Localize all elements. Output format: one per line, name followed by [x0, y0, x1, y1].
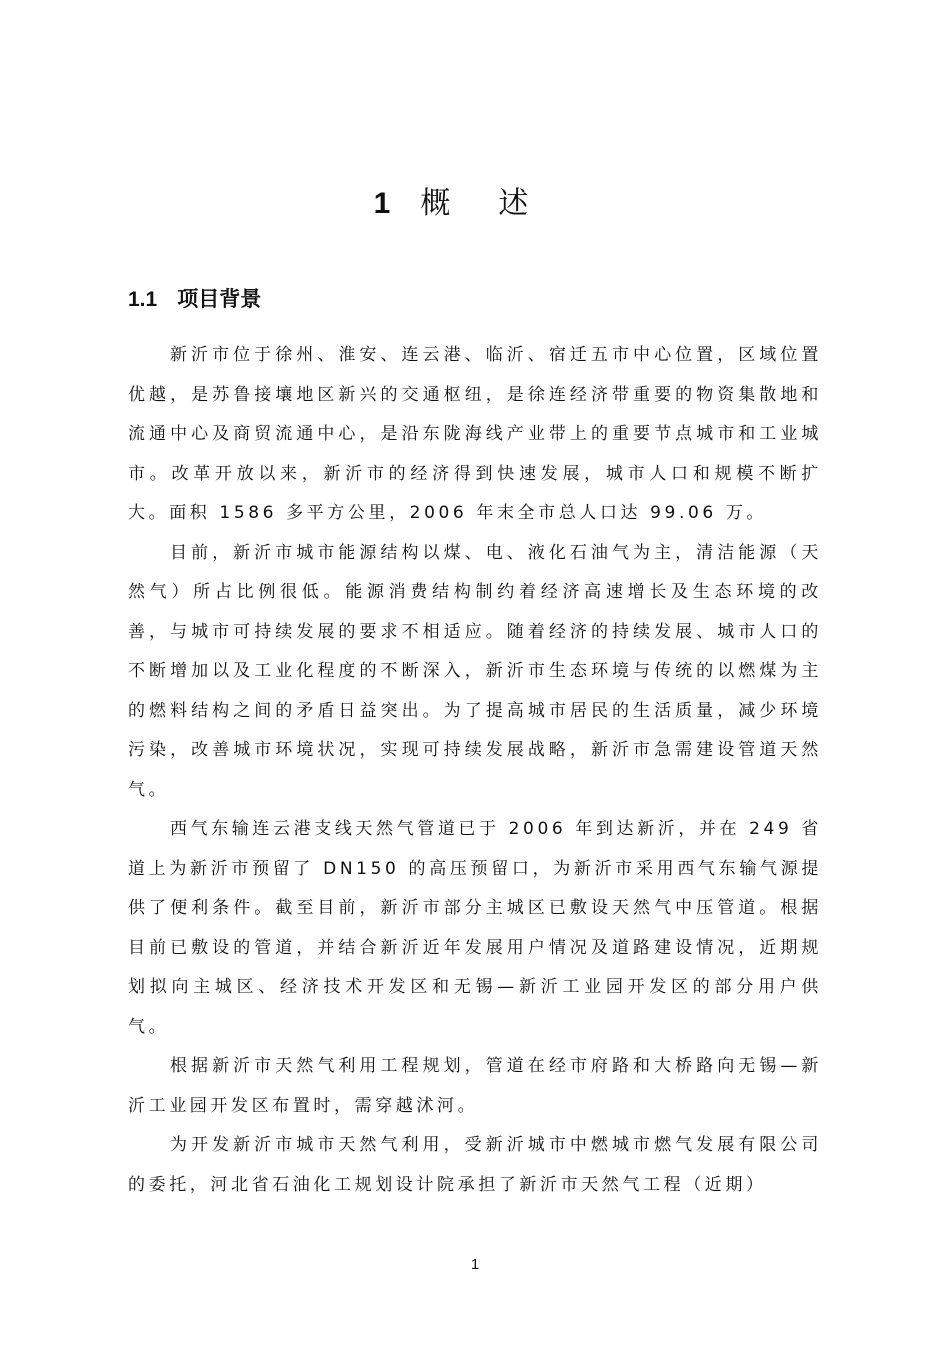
paragraph-2: 目前，新沂市城市能源结构以煤、电、液化石油气为主，清洁能源（天然气）所占比例很低。能源消费结构制约着经济高速增长及生态环境的改善，与城市可持续发展的要求不相适应。随着经济的持续发展、城市人口的不断增加以及工业化程度的不断深入，新沂市生态环境与传统的以燃煤为主的燃料结构之间的矛盾日益突出。为了提高城市居民的生活质量，减少环境污染，改善城市环境状况，实现可持续发展战略，新沂市急需建设管道天然气。 [128, 542, 822, 800]
section-heading [128, 283, 261, 313]
body-text [128, 336, 822, 1205]
paragraph-4: 根据新沂市天然气利用工程规划，管道在经市府路和大桥路向无锡—新沂工业园开发区布置时，需穿越沭河。 [128, 1056, 822, 1116]
chapter-title [0, 178, 950, 222]
chapter-number: 1 [373, 187, 391, 220]
paragraph-3: 西气东输连云港支线天然气管道已于 2006 年到达新沂，并在 249 省道上为新沂市预留了 DN150 的高压预留口，为新沂市采用西气东输气源提供了便利条件。截至目前，新沂市部分主城区已敷设天然气中压管道。根据目前已敷设的管道，并结合新沂近年发展用户情况及道路建设情况，近期规划拟向主城区、经济技术开发区和无锡—新沂工业园开发区的部分用户供气。 [128, 819, 822, 1037]
chapter-title-text: 概述 [420, 186, 577, 221]
page-number: 1 [470, 1256, 480, 1273]
section-number: 1.1 [128, 288, 158, 311]
paragraph-5: 为开发新沂市城市天然气利用，受新沂城市中燃城市燃气发展有限公司的委托，河北省石油化工规划设计院承担了新沂市天然气工程（近期） [128, 1135, 822, 1195]
paragraph-1: 新沂市位于徐州、淮安、连云港、临沂、宿迁五市中心位置，区域位置优越，是苏鲁接壤地区新兴的交通枢纽，是徐连经济带重要的物资集散地和流通中心及商贸流通中心，是沿东陇海线产业带上的重要节点城市和工业城市。改革开放以来，新沂市的经济得到快速发展，城市人口和规模不断扩大。面积 1586 多平方公里，2006 年末全市总人口达 99.06 万。 [128, 345, 822, 523]
section-title: 项目背景 [177, 287, 262, 311]
